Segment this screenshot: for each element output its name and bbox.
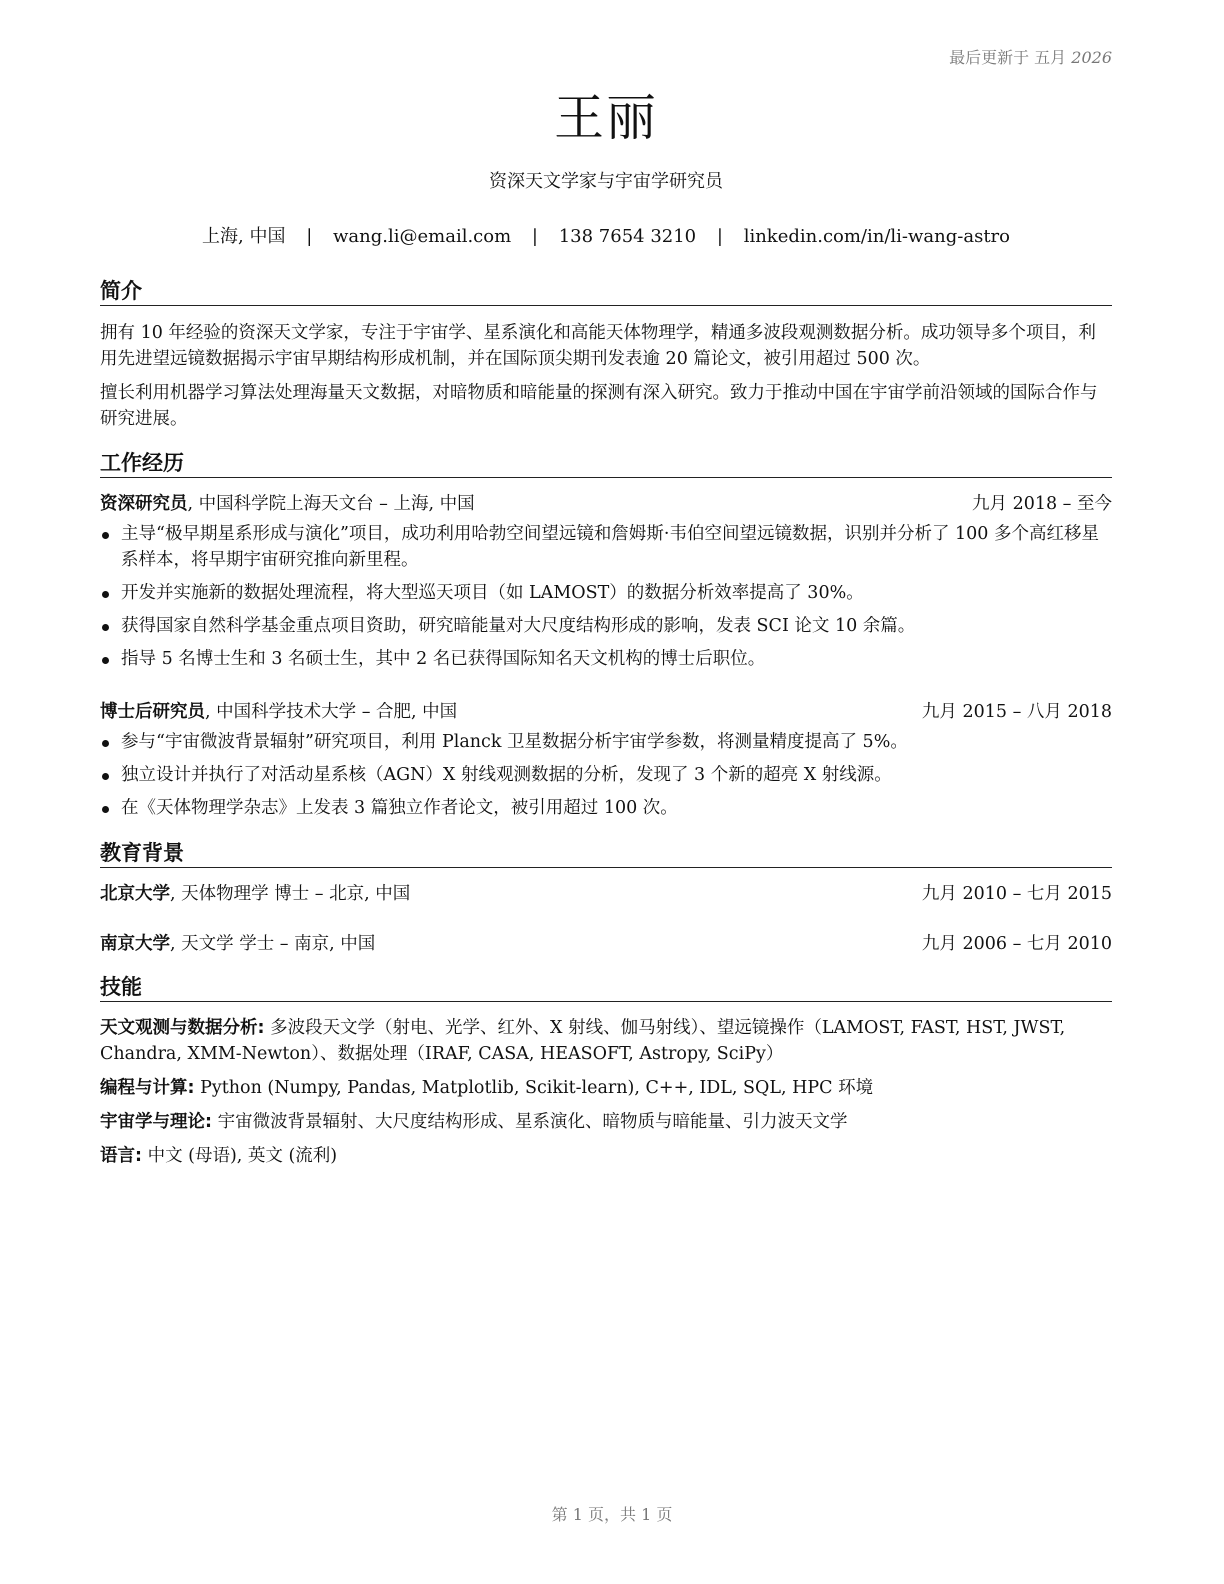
- job-org: , 中国科学院上海天文台 – 上海, 中国: [187, 494, 475, 514]
- list-item: 获得国家自然科学基金重点项目资助，研究暗能量对大尺度结构形成的影响，发表 SCI 论文 10 余篇。: [100, 613, 1112, 639]
- list-item: 指导 5 名博士生和 3 名硕士生，其中 2 名已获得国际知名天文机构的博士后职位。: [100, 646, 1112, 672]
- education-dates: 九月 2010 – 七月 2015: [921, 884, 1112, 904]
- contact-separator: |: [531, 226, 538, 247]
- list-item: 参与“宇宙微波背景辐射”研究项目，利用 Planck 卫星数据分析宇宙学参数，将测量精度提高了 5%。: [100, 729, 1112, 755]
- contact-separator: |: [306, 226, 313, 247]
- contact-location: 上海, 中国: [202, 226, 286, 247]
- summary-section: [100, 277, 1112, 432]
- resume-page: [100, 0, 1112, 1584]
- school-name: 南京大学: [100, 934, 170, 954]
- education-item: [100, 931, 1112, 957]
- skill-value: 中文 (母语), 英文 (流利): [142, 1146, 338, 1166]
- section-title-experience: 工作经历: [100, 449, 1112, 478]
- school-name: 北京大学: [100, 884, 170, 904]
- job-header: [100, 699, 1112, 725]
- last-updated-label: 最后更新于 五月: [949, 48, 1067, 67]
- skill-label: 宇宙学与理论:: [100, 1112, 212, 1132]
- experience-section: [100, 449, 1112, 821]
- last-updated-year: 2026: [1071, 48, 1112, 67]
- job-bullets: [100, 521, 1112, 672]
- section-title-summary: 简介: [100, 277, 1112, 306]
- skill-value: 宇宙微波背景辐射、大尺度结构形成、星系演化、暗物质与暗能量、引力波天文学: [212, 1112, 848, 1132]
- list-item: 主导“极早期星系形成与演化”项目，成功利用哈勃空间望远镜和詹姆斯·韦伯空间望远镜数据，识别并分析了 100 多个高红移星系样本，将早期宇宙研究推向新里程。: [100, 521, 1112, 573]
- job-role: 资深研究员: [100, 494, 188, 514]
- contact-linkedin[interactable]: linkedin.com/in/li-wang-astro: [743, 226, 1010, 247]
- skill-value: Python (Numpy, Pandas, Matplotlib, Scikit-learn), C++, IDL, SQL, HPC 环境: [194, 1078, 874, 1098]
- skill-row: [100, 1075, 1112, 1101]
- contact-separator: |: [716, 226, 723, 247]
- list-item: 开发并实施新的数据处理流程，将大型巡天项目（如 LAMOST）的数据分析效率提高了 30%。: [100, 580, 1112, 606]
- skill-label: 语言:: [100, 1146, 142, 1166]
- resume-content: [100, 277, 1112, 1169]
- list-item: 独立设计并执行了对活动星系核（AGN）X 射线观测数据的分析，发现了 3 个新的超亮 X 射线源。: [100, 762, 1112, 788]
- job-header: [100, 491, 1112, 517]
- job-dates: 九月 2015 – 八月 2018: [921, 702, 1112, 722]
- skill-row: [100, 1015, 1112, 1067]
- skill-label: 天文观测与数据分析:: [100, 1018, 265, 1038]
- contact-email[interactable]: wang.li@email.com: [333, 226, 512, 247]
- education-section: [100, 839, 1112, 957]
- education-dates: 九月 2006 – 七月 2010: [921, 934, 1112, 954]
- list-item: 在《天体物理学杂志》上发表 3 篇独立作者论文，被引用超过 100 次。: [100, 795, 1112, 821]
- contact-phone: 138 7654 3210: [558, 226, 697, 247]
- job-org: , 中国科学技术大学 – 合肥, 中国: [205, 702, 458, 722]
- section-title-education: 教育背景: [100, 839, 1112, 868]
- job-entry: [100, 491, 1112, 672]
- job-bullets: [100, 729, 1112, 821]
- skills-section: [100, 973, 1112, 1169]
- person-name: 王丽: [554, 89, 658, 147]
- skill-row: [100, 1109, 1112, 1135]
- section-title-skills: 技能: [100, 973, 1112, 1002]
- contact-line: [100, 225, 1112, 249]
- summary-paragraph: 拥有 10 年经验的资深天文学家，专注于宇宙学、星系演化和高能天体物理学，精通多波段观测数据分析。成功领导多个项目，利用先进望远镜数据揭示宇宙早期结构形成机制，并在国际顶尖期刊发表逾 20 篇论文，被引用超过 500 次。: [100, 323, 1096, 369]
- degree-detail: , 天体物理学 博士 – 北京, 中国: [170, 884, 411, 904]
- job-title: 资深天文学家与宇宙学研究员: [489, 171, 723, 192]
- education-item: [100, 881, 1112, 907]
- job-dates: 九月 2018 – 至今: [972, 494, 1112, 514]
- page-number: 第 1 页，共 1 页: [551, 1505, 673, 1524]
- skill-row: [100, 1143, 1112, 1169]
- job-role: 博士后研究员: [100, 702, 205, 722]
- skill-label: 编程与计算:: [100, 1078, 195, 1098]
- summary-paragraph: 擅长利用机器学习算法处理海量天文数据，对暗物质和暗能量的探测有深入研究。致力于推动中国在宇宙学前沿领域的国际合作与研究进展。: [100, 383, 1098, 429]
- job-entry: [100, 699, 1112, 821]
- degree-detail: , 天文学 学士 – 南京, 中国: [170, 934, 376, 954]
- skill-value: 多波段天文学（射电、光学、红外、X 射线、伽马射线）、望远镜操作（LAMOST, FAST, HST, JWST, Chandra, XMM-Newton）、数据处理（IRAF, CASA, HEASOFT, Astropy, SciPy）: [100, 1018, 1066, 1064]
- last-updated: [949, 45, 1112, 68]
